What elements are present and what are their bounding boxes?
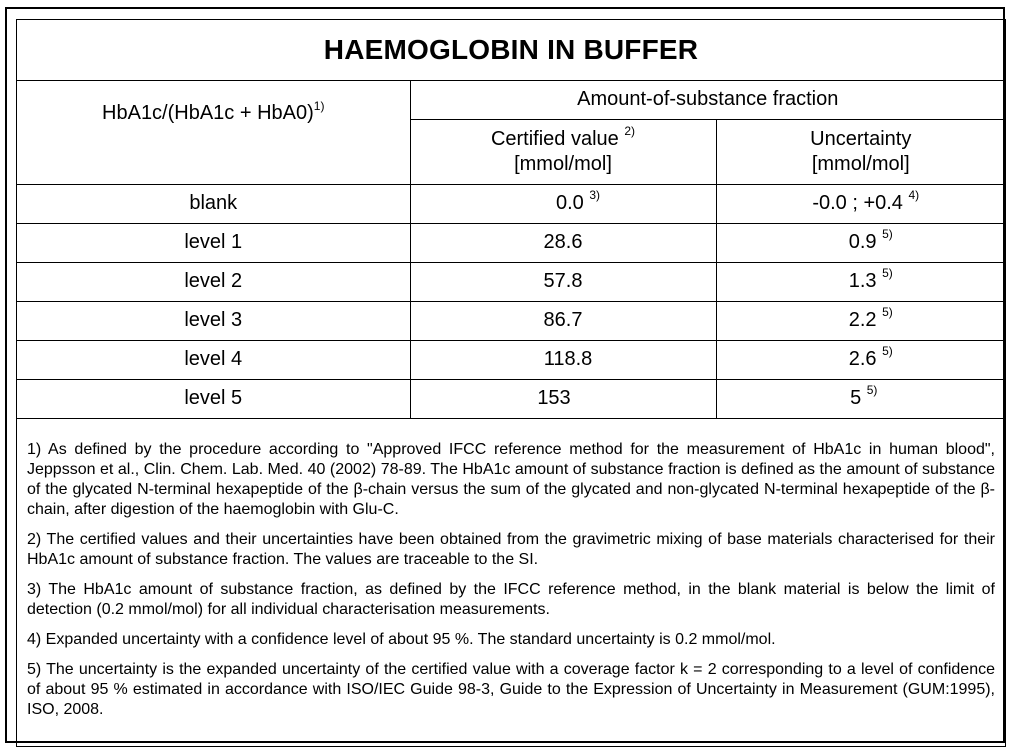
footnote-1: 1) As defined by the procedure according to "Approved IFCC reference method for the measurement of HbA1c in human blood", Jeppsson et al., Clin. Chem. Lab. Med. 40 (2002) 78-89. The HbA1c amount of substance fraction is defined as the amount of substance of the glycated N-terminal hexapeptide of the β-chain versus the sum of the glycated and non-glycated N-terminal hexapeptide of the β-chain, after digestion of the haemoglobin with Glu-C.: [27, 441, 995, 518]
group-header-text: Amount-of-substance fraction: [577, 87, 839, 110]
uncertainty-value: 0.9: [848, 231, 877, 253]
certified-value: 0.0: [555, 192, 584, 214]
certified-cell: [410, 262, 716, 301]
certified-header-unit: [mmol/mol]: [514, 152, 612, 175]
footnotes: [17, 434, 1005, 730]
certified-cell: [410, 223, 716, 262]
certified-cell: [410, 184, 716, 223]
footnote-2: 2) The certified values and their uncertainties have been obtained from the gravimetric mixing of base materials characterised for their HbA1c amount of substance fraction. The values are traceable to the SI.: [27, 531, 995, 568]
level-label: level 3: [184, 309, 243, 331]
level-label: level 1: [184, 231, 243, 253]
table-row: [17, 223, 1005, 262]
uncertainty-cell: [716, 301, 1005, 340]
row-label-text: HbA1c/(HbA1c + HbA0): [102, 102, 314, 125]
uncertainty-value: 5: [850, 387, 862, 409]
level-cell: [17, 262, 410, 301]
certified-cell: [410, 340, 716, 379]
certified-cell: [410, 301, 716, 340]
uncertainty-note: 5): [882, 344, 893, 359]
uncertainty-cell: [716, 340, 1005, 379]
uncertainty-value: -0.0 ; +0.4: [812, 192, 903, 214]
table-row: [17, 184, 1005, 223]
certified-value: 57.8: [543, 270, 583, 292]
uncertainty-value: 2.2: [848, 309, 877, 331]
uncertainty-note: 5): [882, 266, 893, 281]
level-label: blank: [189, 192, 238, 214]
uncertainty-cell: [716, 379, 1005, 418]
certificate-inner-frame: [16, 19, 1006, 747]
uncertainty-header-label: Uncertainty: [810, 127, 912, 150]
row-label-header: [17, 80, 410, 184]
uncertainty-note: 5): [882, 227, 893, 242]
row-label-note: 1): [313, 98, 325, 113]
level-cell: [17, 184, 410, 223]
table-header-row-1: [17, 80, 1005, 119]
level-label: level 5: [184, 387, 243, 409]
level-cell: [17, 223, 410, 262]
table-row: [17, 262, 1005, 301]
uncertainty-header-unit: [mmol/mol]: [811, 152, 910, 175]
footnote-3: 3) The HbA1c amount of substance fraction, as defined by the IFCC reference method, in the blank material is below the limit of detection (0.2 mmol/mol) for all individual characterisation measurements.: [27, 581, 995, 618]
certified-header: [410, 119, 716, 184]
uncertainty-value: 1.3: [848, 270, 877, 292]
table-row: [17, 340, 1005, 379]
title-row: [17, 20, 1005, 81]
level-cell: [17, 340, 410, 379]
uncertainty-header: [716, 119, 1005, 184]
uncertainty-value: 2.6: [848, 348, 877, 370]
certified-value: 86.7: [543, 309, 583, 331]
page-title: HAEMOGLOBIN IN BUFFER: [323, 34, 699, 65]
level-label: level 2: [184, 270, 243, 292]
certified-cell: [410, 379, 716, 418]
footnote-5: 5) The uncertainty is the expanded uncertainty of the certified value with a coverage factor k = 2 corresponding to a level of confidence of about 95 % estimated in accordance with ISO/IEC Guide 98-3, Guide to the Expression of Uncertainty in Measurement (GUM:1995), ISO, 2008.: [27, 661, 995, 718]
group-header: [410, 80, 1005, 119]
uncertainty-cell: [716, 262, 1005, 301]
uncertainty-cell: [716, 223, 1005, 262]
certified-header-note: 2): [624, 123, 636, 138]
table-row: [17, 301, 1005, 340]
table-row: [17, 379, 1005, 418]
certified-values-table: [17, 80, 1005, 419]
uncertainty-note: 5): [866, 383, 878, 398]
level-label: level 4: [184, 348, 243, 370]
certified-note: 3): [589, 188, 601, 203]
level-cell: [17, 379, 410, 418]
uncertainty-note: 5): [882, 305, 893, 320]
certified-value: 118.8: [543, 348, 593, 370]
certified-value: 28.6: [543, 231, 583, 253]
certificate-frame: [5, 7, 1005, 743]
uncertainty-cell: [716, 184, 1005, 223]
uncertainty-note: 4): [908, 188, 920, 203]
footnote-4: 4) Expanded uncertainty with a confidence level of about 95 %. The standard uncertainty is 0.2 mmol/mol.: [27, 631, 776, 648]
level-cell: [17, 301, 410, 340]
certified-value: 153: [537, 387, 571, 409]
certified-header-label: Certified value: [490, 127, 619, 150]
